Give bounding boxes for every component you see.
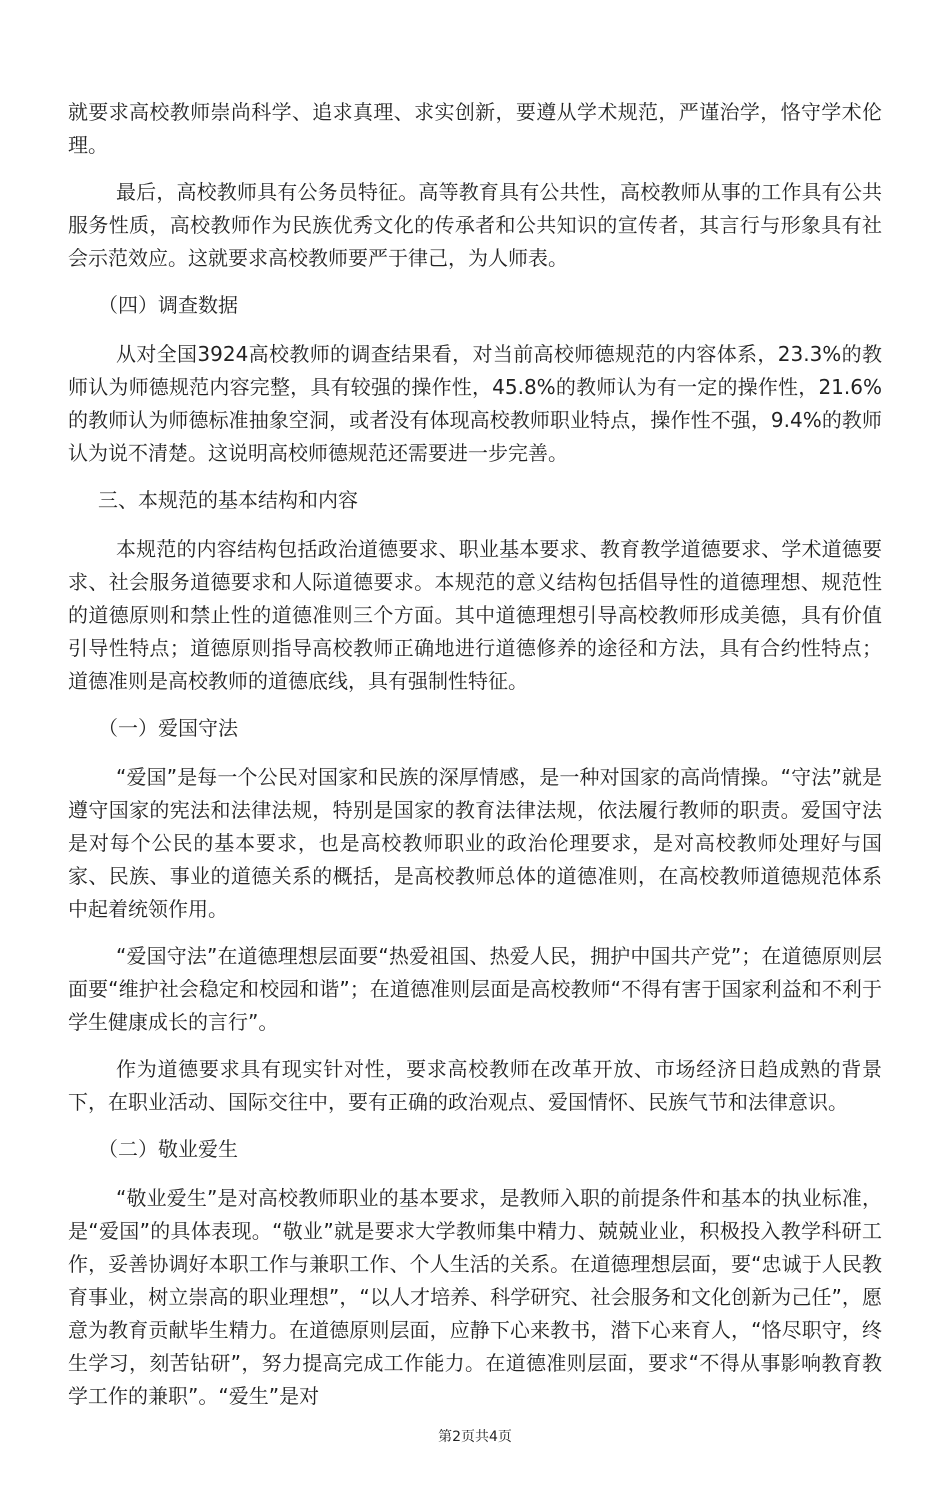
paragraph: “爱国”是每一个公民对国家和民族的深厚情感，是一种对国家的高尚情操。“守法”就是遵守国家的宪法和法律法规，特别是国家的教育法律法规，依法履行教师的职责。爱国守法是对每个公民的基本要求，也是高校教师职业的政治伦理要求，是对高校教师处理好与国家、民族、事业的道德关系的概括，是高校教师总体的道德准则，在高校教师道德规范体系中起着统领作用。 — [68, 765, 882, 921]
section-heading: （一）爱国守法 — [98, 716, 238, 740]
paragraph: “敬业爱生”是对高校教师职业的基本要求，是教师入职的前提条件和基本的执业标准，是“爱国”的具体表现。“敬业”就是要求大学教师集中精力、兢兢业业，积极投入教学科研工作，妥善协调好本职工作与兼职工作、个人生活的关系。在道德理想层面，要“忠诚于人民教育事业，树立崇高的职业理想”，“以人才培养、科学研究、社会服务和文化创新为己任”，愿意为教育贡献毕生精力。在道德原则层面，应静下心来教书，潜下心来育人，“恪尽职守，终生学习，刻苦钻研”，努力提高完成工作能力。在道德准则层面，要求“不得从事影响教育教学工作的兼职”。“爱生”是对 — [68, 1186, 882, 1408]
paragraph: 作为道德要求具有现实针对性，要求高校教师在改革开放、市场经济日趋成熟的背景下，在职业活动、国际交往中，要有正确的政治观点、爱国情怀、民族气节和法律意识。 — [68, 1057, 882, 1114]
section-heading: 三、本规范的基本结构和内容 — [98, 488, 358, 512]
section-heading: （四）调查数据 — [98, 293, 238, 317]
paragraph: 从对全国3924高校教师的调查结果看，对当前高校师德规范的内容体系，23.3%的教师认为师德规范内容完整，具有较强的操作性，45.8%的教师认为有一定的操作性，21.6%的教师认为师德标准抽象空洞，或者没有体现高校教师职业特点，操作性不强，9.4%的教师认为说不清楚。这说明高校师德规范还需要进一步完善。 — [68, 342, 882, 465]
section-heading: （二）敬业爱生 — [98, 1137, 238, 1161]
paragraph: “爱国守法”在道德理想层面要“热爱祖国、热爱人民，拥护中国共产党”；在道德原则层面要“维护社会稳定和校园和谐”；在道德准则层面是高校教师“不得有害于国家利益和不利于学生健康成长的言行”。 — [68, 944, 882, 1034]
paragraph: 就要求高校教师崇尚科学、追求真理、求实创新，要遵从学术规范，严谨治学，恪守学术伦理。 — [68, 100, 882, 157]
document-body — [68, 0, 882, 1413]
paragraph: 本规范的内容结构包括政治道德要求、职业基本要求、教育教学道德要求、学术道德要求、社会服务道德要求和人际道德要求。本规范的意义结构包括倡导性的道德理想、规范性的道德原则和禁止性的道德准则三个方面。其中道德理想引导高校教师形成美德，具有价值引导性特点；道德原则指导高校教师正确地进行道德修养的途径和方法，具有合约性特点；道德准则是高校教师的道德底线，具有强制性特征。 — [68, 537, 882, 693]
page-number: 第2页共4页 — [438, 1429, 512, 1445]
paragraph: 最后，高校教师具有公务员特征。高等教育具有公共性，高校教师从事的工作具有公共服务性质，高校教师作为民族优秀文化的传承者和公共知识的宣传者，其言行与形象具有社会示范效应。这就要求高校教师要严于律己，为人师表。 — [68, 180, 882, 270]
